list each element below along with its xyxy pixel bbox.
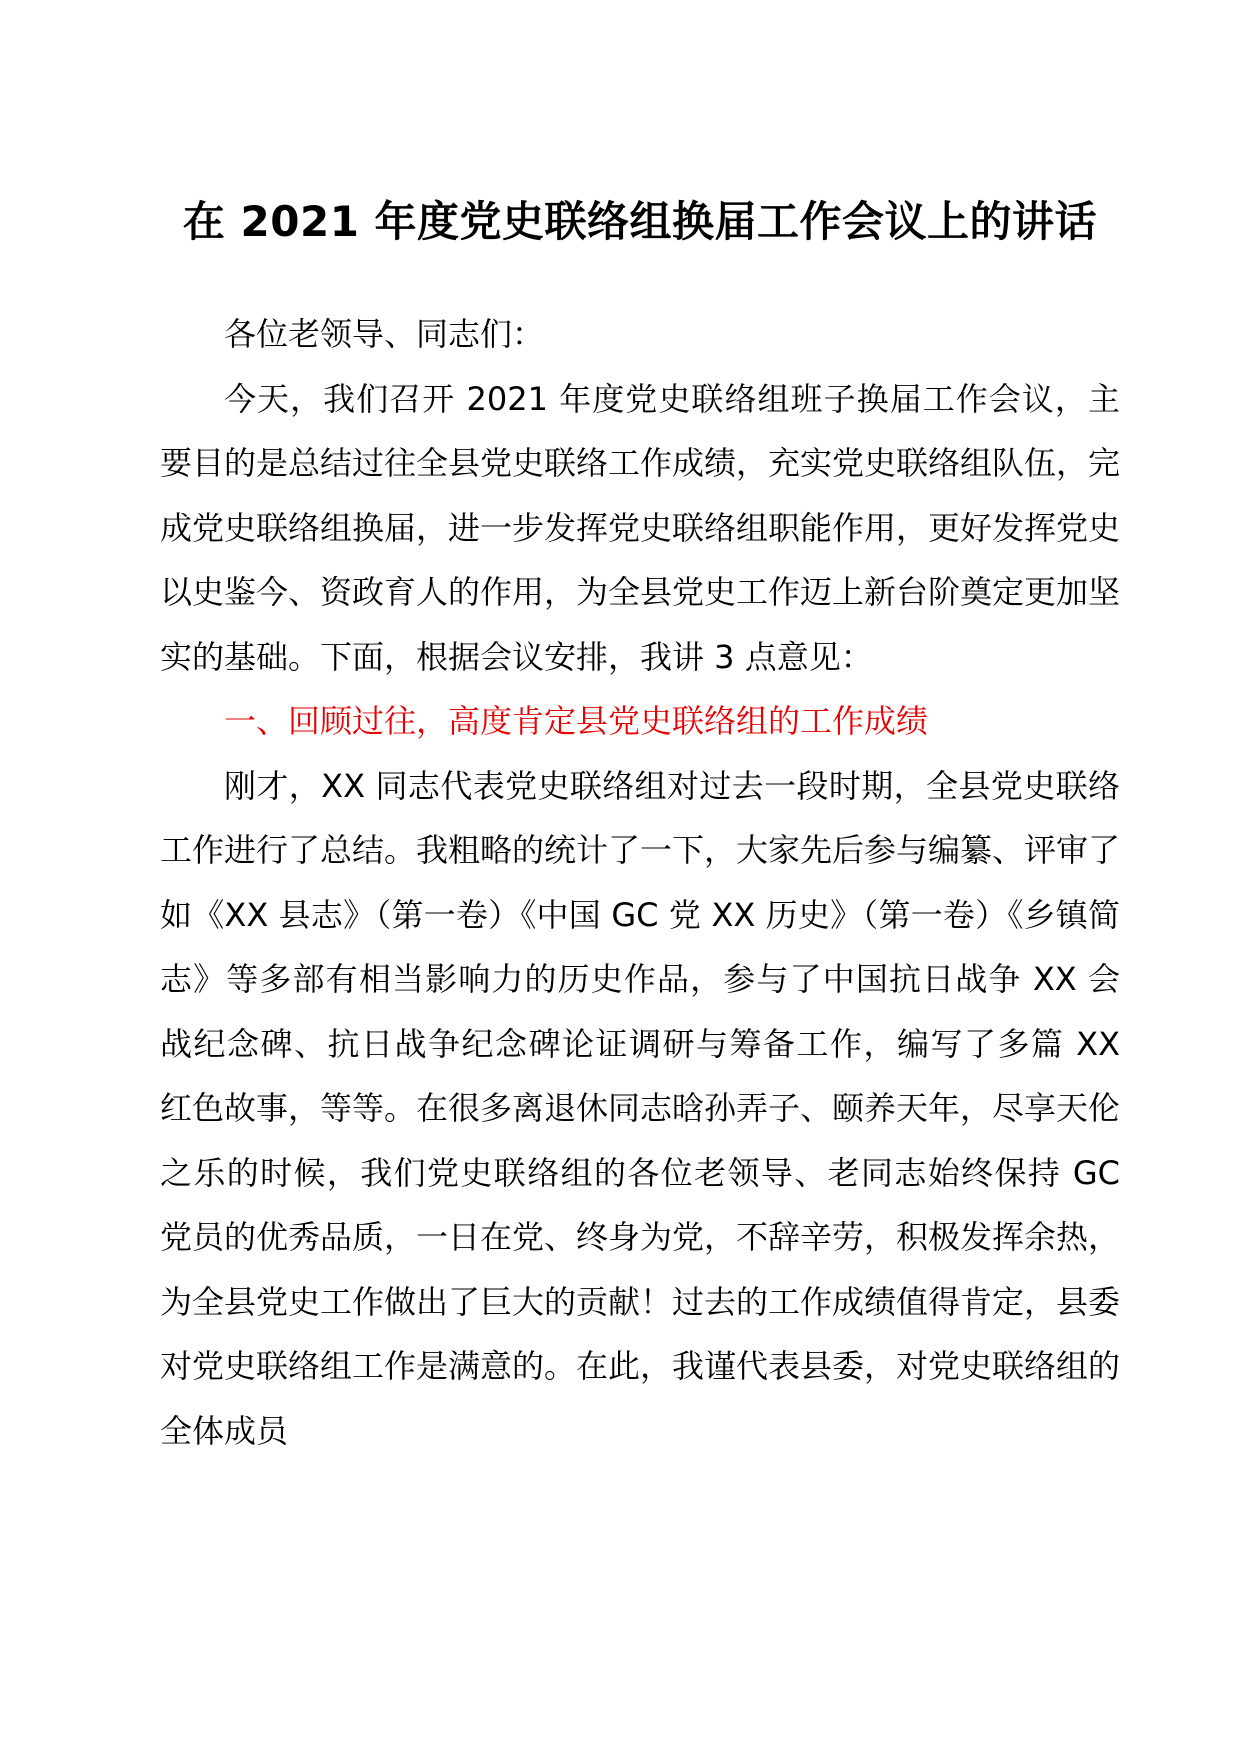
salutation-paragraph: 各位老领导、同志们： <box>224 315 545 353</box>
section-heading-1: 一、回顾过往，高度肯定县党史联络组的工作成绩 <box>224 702 929 740</box>
document-body <box>160 302 1120 1463</box>
document-page <box>160 190 1120 1463</box>
document-title: 在 2021 年度党史联络组换届工作会议上的讲话 <box>182 197 1098 246</box>
section-1-paragraph: 刚才，XX 同志代表党史联络组对过去一段时期，全县党史联络工作进行了总结。我粗略的统计了一下，大家先后参与编纂、评审了如《XX 县志》（第一卷）《中国 GC 党 XX 历史》（第一卷）《乡镇简志》等多部有相当影响力的历史作品，参与了中国抗日战争 XX 会战纪念碑、抗日战争纪念碑论证调研与筹备工作，编写了多篇 XX 红色故事，等等。在很多离退休同志晗孙弄子、颐养天年，尽享天伦之乐的时候，我们党史联络组的各位老领导、老同志始终保持 GC 党员的优秀品质，一日在党、终身为党，不辞辛劳，积极发挥余热，为全县党史工作做出了巨大的贡献！过去的工作成绩值得肯定，县委对党史联络组工作是满意的。在此，我谨代表县委，对党史联络组的全体成员 <box>160 766 1121 1450</box>
intro-paragraph: 今天，我们召开 2021 年度党史联络组班子换届工作会议，主要目的是总结过往全县党史联络工作成绩，充实党史联络组队伍，完成党史联络组换届，进一步发挥党史联络组职能作用，更好发挥党史以史鉴今、资政育人的作用，为全县党史工作迈上新台阶奠定更加坚实的基础。下面，根据会议安排，我讲 3 点意见： <box>160 379 1121 676</box>
